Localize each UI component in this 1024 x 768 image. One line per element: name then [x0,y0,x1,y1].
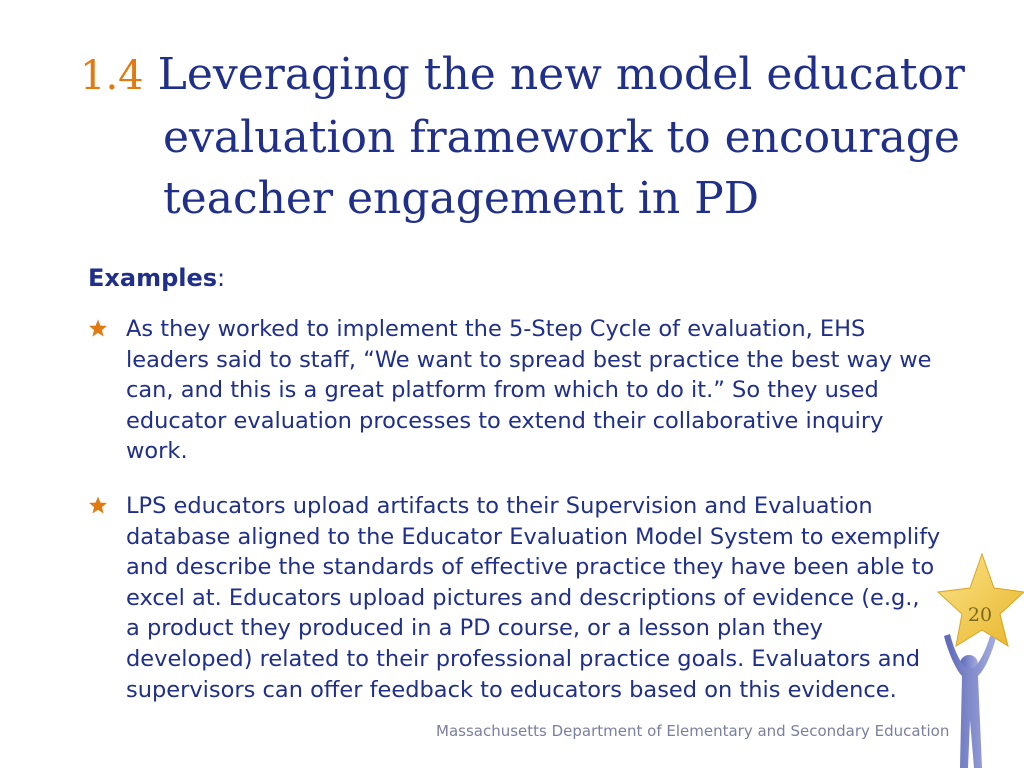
title-line-2: evaluation framework to encourage [163,112,960,163]
bullet-1-line-4: educator evaluation processes to extend their collaborative inquiry [126,407,884,434]
bullet-2-line-5: a product they produced in a PD course, or a lesson plan they [126,615,823,642]
bullet-2-line-2: database aligned to the Educator Evaluation Model System to exemplify [126,523,941,550]
bullet-1-line-2: leaders said to staff, “We want to spread best practice the best way we [126,346,932,373]
bullet-2-line-1: LPS educators upload artifacts to their Supervision and Evaluation [126,492,873,519]
star-holding-figure-icon [930,552,1024,768]
star-bullet-icon [88,318,108,338]
star-bullet-icon [88,495,108,515]
examples-colon: : [217,264,226,292]
title-line-3: teacher engagement in PD [163,173,760,224]
bullet-2-line-6: developed) related to their professional practice goals. Evaluators and [126,645,921,672]
bullet-1-line-3: can, and this is a great platform from which to do it.” So they used [126,377,879,404]
bullet-2-line-7: supervisors can offer feedback to educators based on this evidence. [126,676,897,703]
title-line-1 [80,44,980,107]
section-number: 1.4 [80,53,144,99]
bullet-item-2 [88,491,948,705]
footer-org-name: Massachusetts Department of Elementary and Secondary Education [436,722,950,740]
examples-heading [88,264,225,292]
page-number: 20 [967,604,993,626]
bullet-1-line-1: As they worked to implement the 5-Step Cycle of evaluation, EHS [126,316,866,342]
title-text-1: Leveraging the new model educator [157,49,965,100]
slide-title [80,44,980,229]
bullet-2-line-3: and describe the standards of effective practice they have been able to [126,554,935,581]
examples-label: Examples [88,264,218,292]
bullet-item-1 [88,314,948,467]
bullet-1-line-5: work. [126,438,188,465]
bullet-2-line-4: excel at. Educators upload pictures and descriptions of evidence (e.g., [126,584,920,611]
bullet-list [88,314,948,705]
